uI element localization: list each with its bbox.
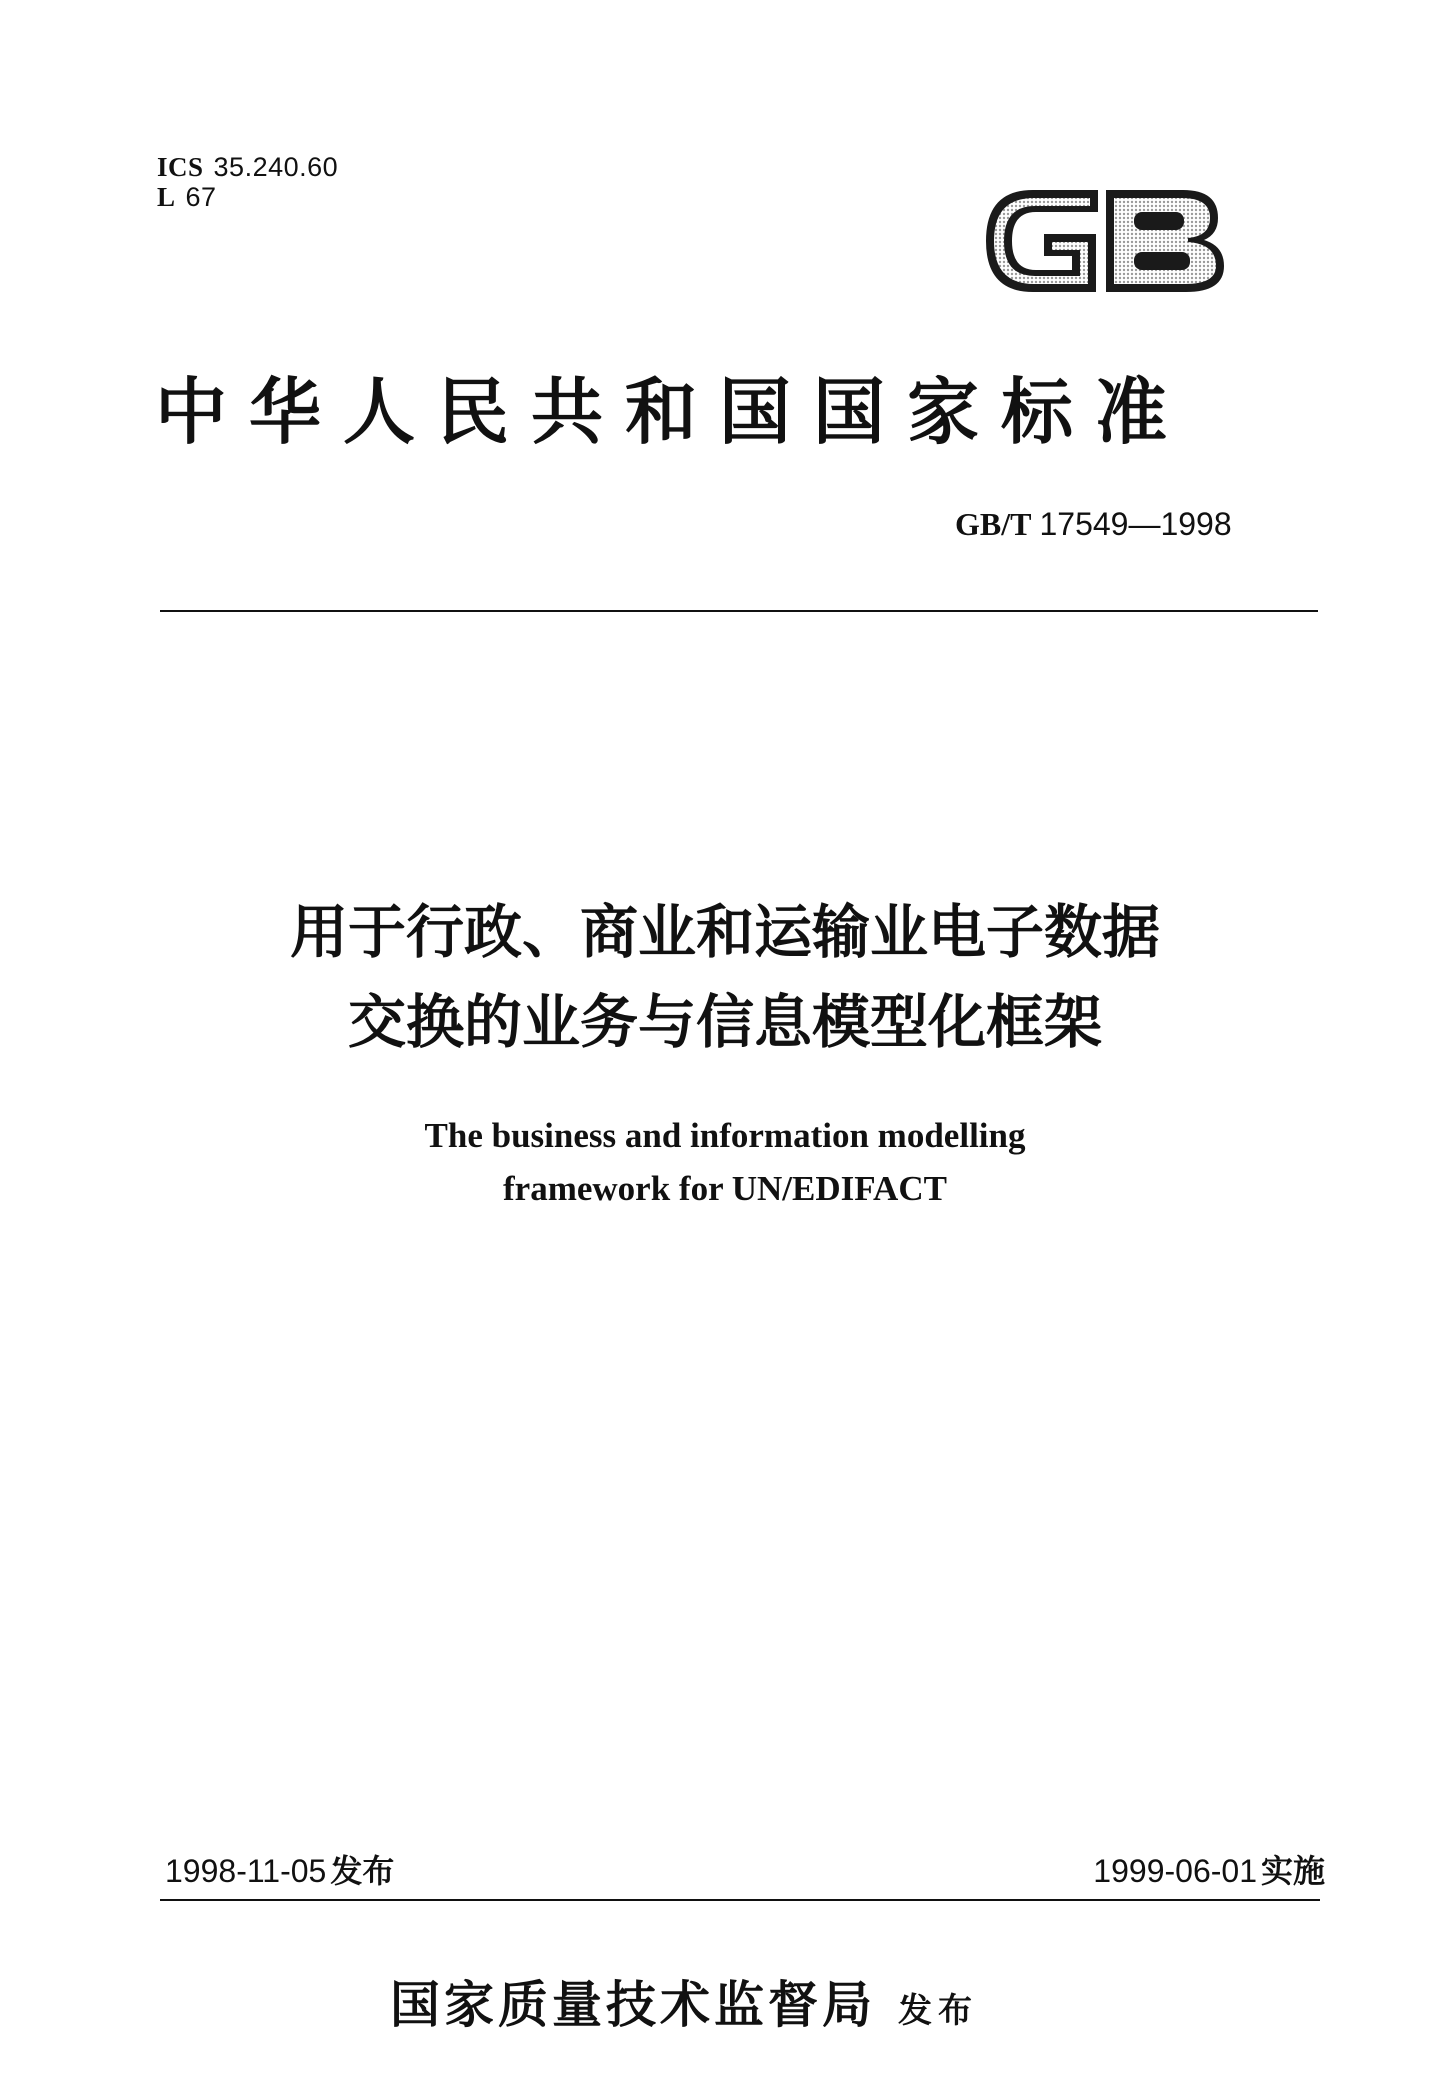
- standard-code: 17549—1998: [1039, 506, 1232, 542]
- logo-letter-b: [1106, 190, 1224, 292]
- ccs-value: 67: [185, 182, 217, 212]
- footer-divider: [160, 1899, 1320, 1901]
- org-title: 中华人民共和国国家标准: [155, 369, 1190, 454]
- standard-prefix: GB/T: [955, 506, 1032, 542]
- ics-code: [157, 152, 338, 182]
- ccs-label: L: [157, 182, 176, 212]
- ccs-code: [157, 182, 338, 212]
- effective-date-value: 1999-06-01: [1093, 1853, 1257, 1889]
- issue-date: [165, 1846, 394, 1892]
- title-cn-line1: 用于行政、商业和运输业电子数据: [289, 898, 1160, 966]
- effective-date: [1093, 1846, 1325, 1892]
- publish-label: 发布: [898, 1991, 978, 2031]
- standard-number: [955, 506, 1232, 543]
- header-divider: [160, 610, 1318, 612]
- issue-date-value: 1998-11-05: [165, 1853, 327, 1889]
- title-en-line2: framework for UN/EDIFACT: [503, 1169, 947, 1208]
- ics-value: 35.240.60: [213, 152, 339, 182]
- title-en-line1: The business and information modelling: [424, 1116, 1026, 1155]
- ics-label: ICS: [157, 152, 204, 182]
- gb-logo: [978, 172, 1233, 310]
- publisher: [390, 1965, 978, 2037]
- title-cn-line2: 交换的业务与信息模型化框架: [347, 988, 1102, 1056]
- publisher-org: 国家质量技术监督局: [390, 1975, 876, 2034]
- classification-codes: [157, 152, 338, 212]
- issue-date-label: 发布: [330, 1852, 395, 1890]
- effective-date-label: 实施: [1260, 1852, 1325, 1890]
- logo-letter-g: [986, 190, 1098, 292]
